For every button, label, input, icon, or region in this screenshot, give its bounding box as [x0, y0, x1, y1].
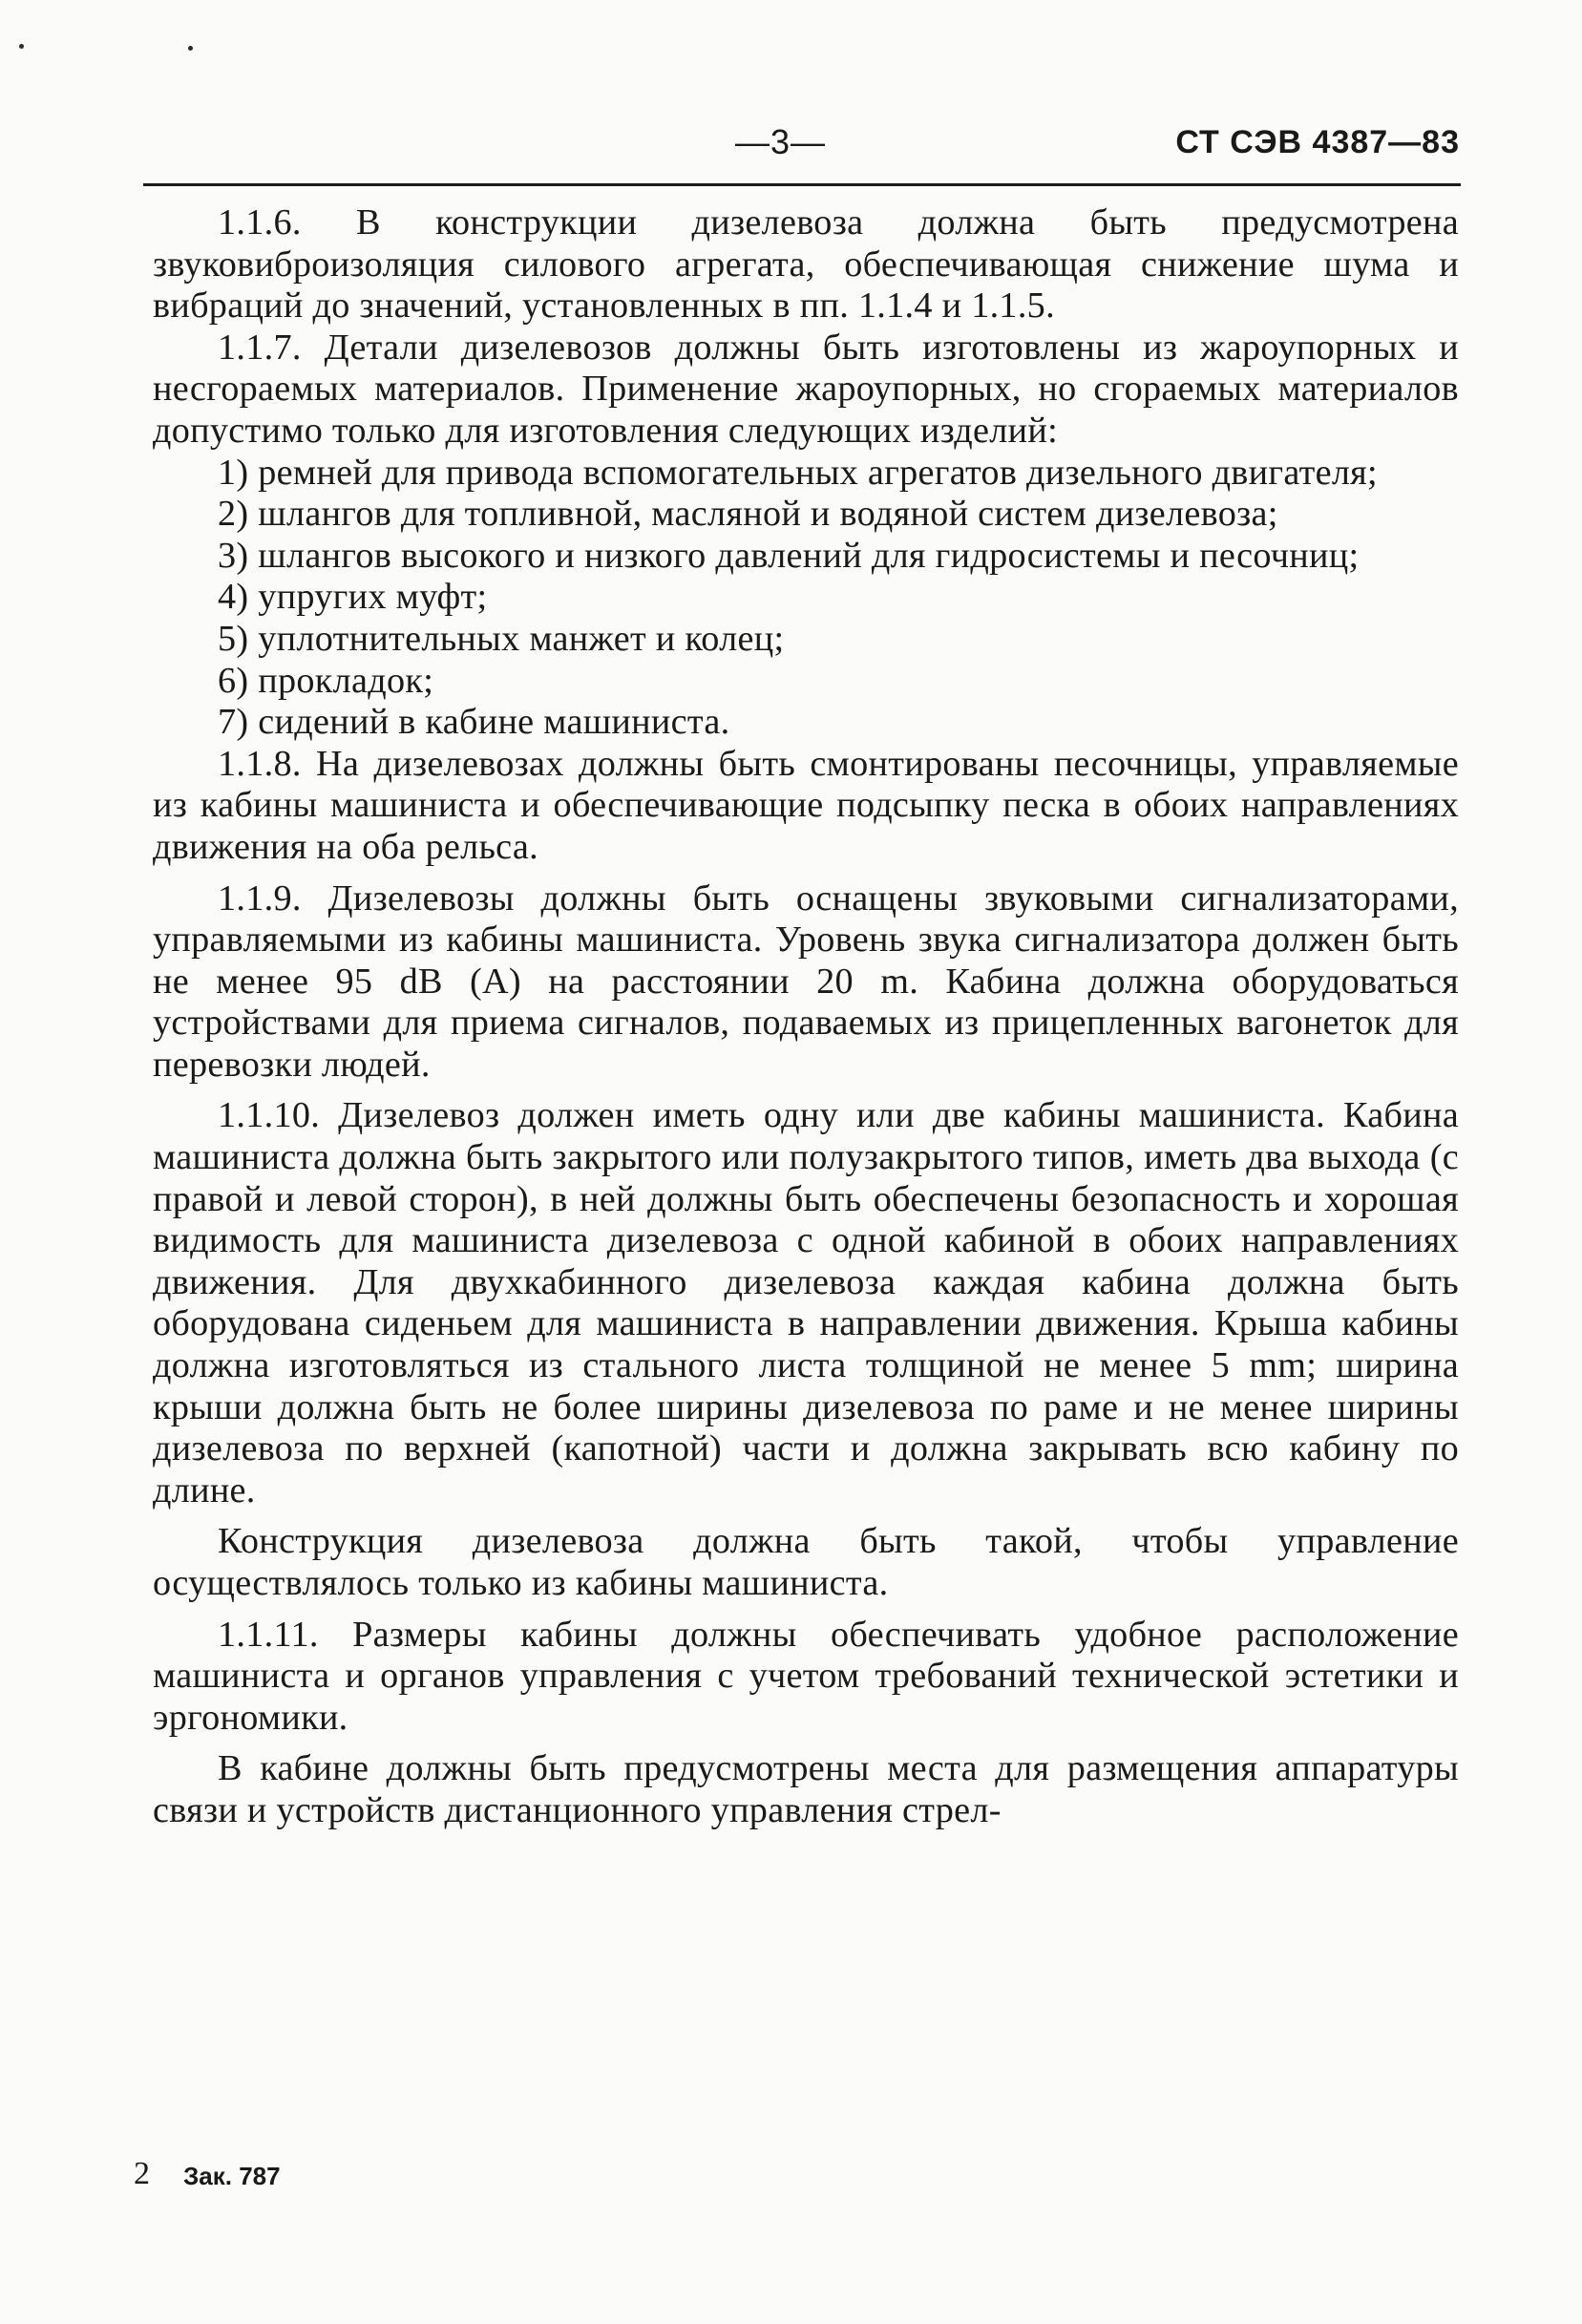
list-item-4: 4) упругих муфт;	[218, 577, 488, 618]
list-item-5: 5) уплотнительных манжет и колец;	[218, 618, 785, 659]
header-divider	[143, 183, 1461, 186]
sheet-number: 2	[134, 2156, 150, 2191]
scan-speck	[188, 46, 193, 51]
list-item-2: 2) шлангов для топливной, масляной и водяной систем дизелевоза;	[218, 494, 1278, 535]
order-number: Зак. 787	[183, 2162, 281, 2190]
document-body	[153, 202, 1459, 1832]
list-item-7: 7) сидений в кабине машиниста.	[218, 702, 730, 743]
standard-code: СТ СЭВ 4387—83	[1175, 124, 1460, 160]
paragraph-1-1-11: 1.1.11. Размеры кабины должны обеспечивать удобное расположение машиниста и органов управления с учетом требований технической эстетики и эргономики.	[153, 1614, 1459, 1738]
paragraph-1-1-7: 1.1.7. Детали дизелевозов должны быть изготовлены из жароупорных и несгораемых материалов. Применение жароупорных, но сгораемых материалов допустимо только для изготовления следующих изделий:	[153, 327, 1459, 451]
list-item-1: 1) ремней для привода вспомогательных агрегатов дизельного двигателя;	[218, 452, 1378, 493]
paragraph-1-1-6: 1.1.6. В конструкции дизелевоза должна быть предусмотрена звуковиброизоляция силового агрегата, обеспечивающая снижение шума и вибраций до значений, установленных в пп. 1.1.4 и 1.1.5.	[153, 202, 1459, 327]
paragraph-cabin-equipment: В кабине должны быть предусмотрены места для размещения аппаратуры связи и устройств дистанционного управления стрел-	[153, 1748, 1459, 1830]
paragraph-1-1-9: 1.1.9. Дизелевозы должны быть оснащены звуковыми сигнализаторами, управляемыми из кабины машиниста. Уровень звука сигнализатора должен быть не менее 95 dB (A) на расстоянии 20 m. Кабина должна оборудоваться устройствами для приема сигналов, подаваемых из прицепленных вагонеток для перевозки людей.	[153, 877, 1459, 1085]
paragraph-1-1-8: 1.1.8. На дизелевозах должны быть смонтированы песочницы, управляемые из кабины машиниста и обеспечивающие подсыпку песка в обоих направлениях движения на оба рельса.	[153, 743, 1459, 867]
list-item-6: 6) прокладок;	[218, 660, 434, 701]
paragraph-1-1-10: 1.1.10. Дизелевоз должен иметь одну или две кабины машиниста. Кабина машиниста должна быть закрытого или полузакрытого типов, иметь два выхода (с правой и левой сторон), в ней должны быть обеспечены безопасность и хорошая видимость для машиниста дизелевоза с одной кабиной в обоих направлениях движения. Для двухкабинного дизелевоза каждая кабина должна быть оборудована сиденьем для машиниста в направлении движения. Крыша кабины должна изготовляться из стального листа толщиной не менее 5 mm; ширина крыши должна быть не более ширины дизелевоза по раме и не менее ширины дизелевоза по верхней (капотной) части и должна закрывать всю кабину по длине.	[153, 1095, 1459, 1511]
list-item-3: 3) шлангов высокого и низкого давлений для гидросистемы и песочниц;	[218, 535, 1360, 576]
paragraph-construction: Конструкция дизелевоза должна быть такой, чтобы управление осуществлялось только из кабины машиниста.	[153, 1521, 1459, 1603]
scan-speck	[19, 44, 24, 49]
page-number: —3—	[735, 122, 827, 161]
